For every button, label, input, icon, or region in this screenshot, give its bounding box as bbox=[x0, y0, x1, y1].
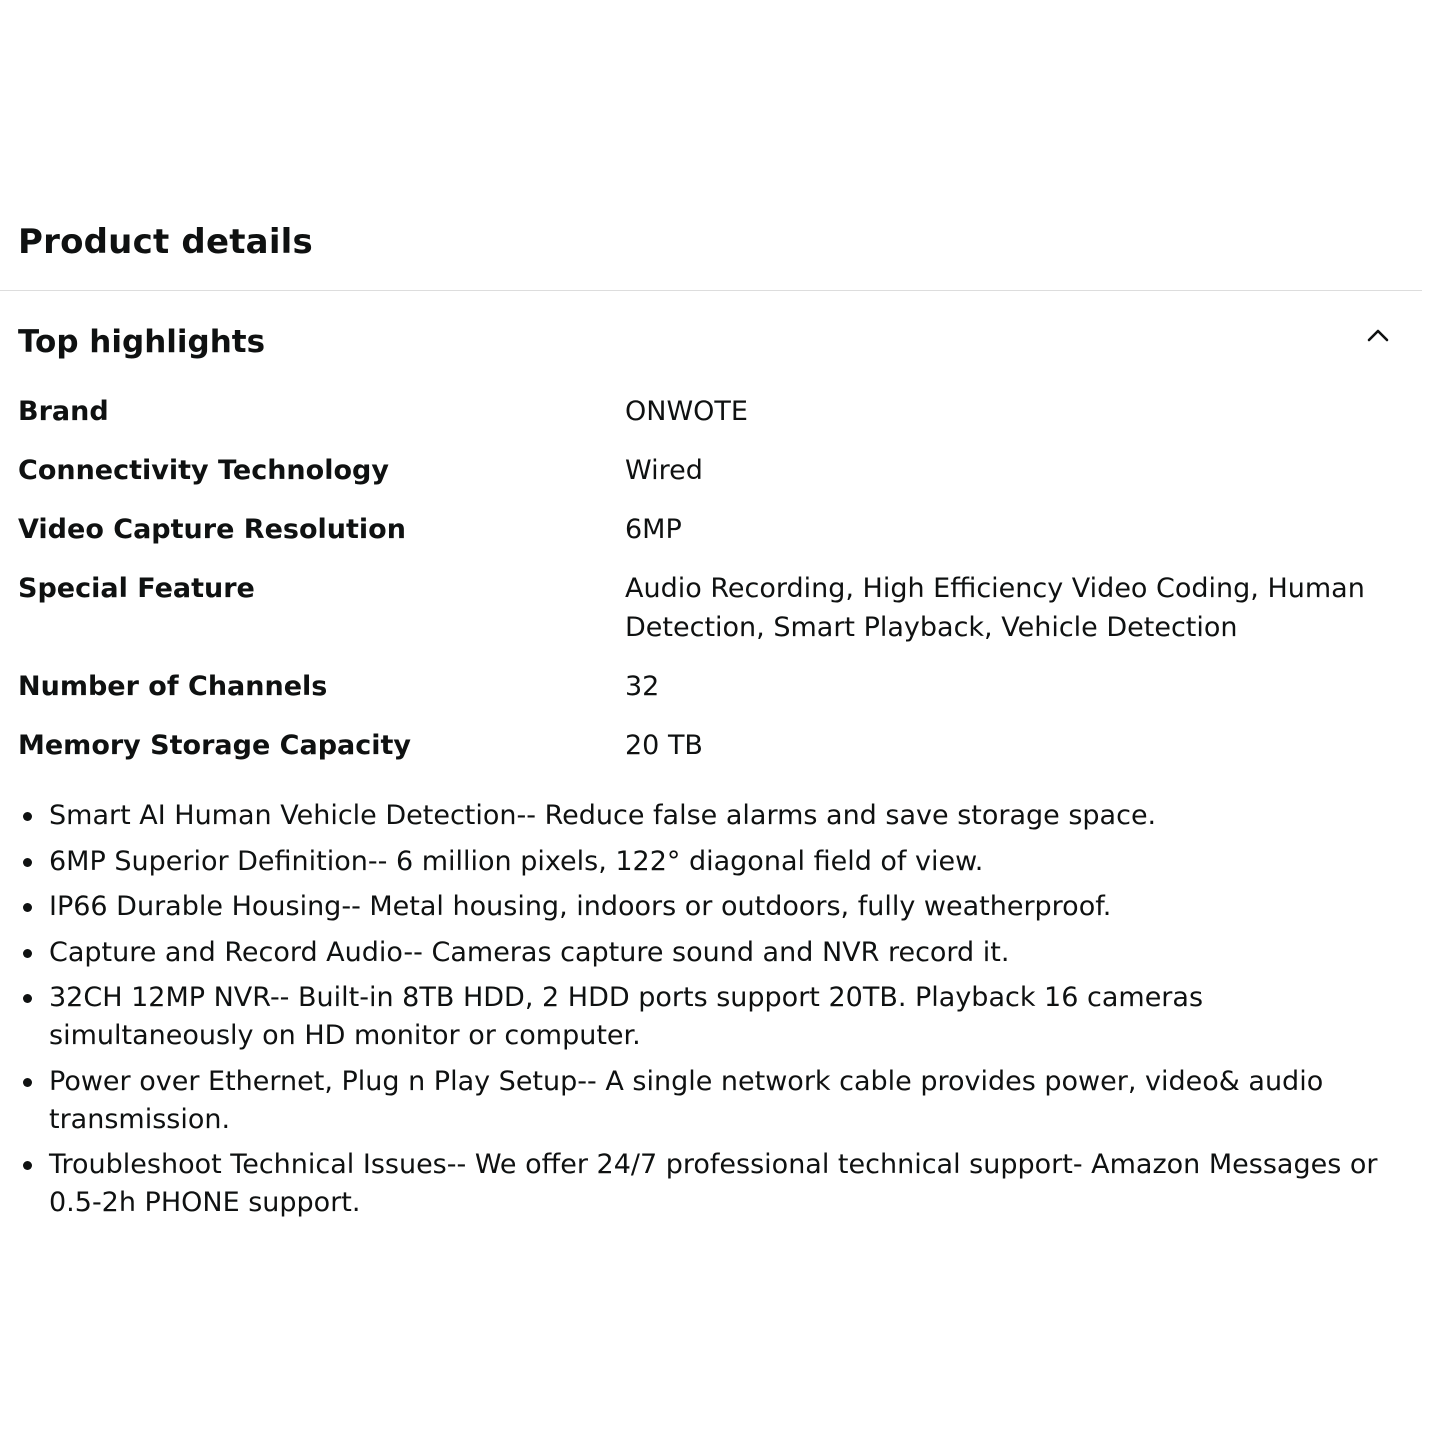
list-item bbox=[18, 888, 1403, 926]
spec-value: ONWOTE bbox=[625, 396, 748, 427]
spec-row-resolution bbox=[18, 510, 1398, 549]
list-item bbox=[18, 797, 1403, 835]
spec-table bbox=[18, 392, 1398, 785]
spec-label: Memory Storage Capacity bbox=[18, 730, 412, 761]
spec-row-brand bbox=[18, 392, 1398, 431]
collapse-toggle-button[interactable] bbox=[1358, 318, 1398, 358]
spec-row-connectivity bbox=[18, 451, 1398, 490]
spec-value: 6MP bbox=[625, 514, 682, 545]
bullet-text: Troubleshoot Technical Issues-- We offer 24/7 professional technical support- Amazon Messages or 0.5-2h PHONE support. bbox=[49, 1149, 1378, 1218]
top-highlights-header[interactable] bbox=[18, 318, 1398, 366]
list-item bbox=[18, 979, 1403, 1055]
spec-value: 32 bbox=[625, 671, 660, 702]
spec-value: 20 TB bbox=[625, 730, 703, 761]
spec-label: Number of Channels bbox=[18, 671, 328, 702]
spec-label: Video Capture Resolution bbox=[18, 514, 406, 545]
spec-row-special-feature bbox=[18, 569, 1398, 647]
spec-row-storage bbox=[18, 726, 1398, 765]
bullet-text: Capture and Record Audio-- Cameras capture sound and NVR record it. bbox=[49, 936, 1010, 968]
spec-label: Special Feature bbox=[18, 573, 255, 604]
chevron-up-icon bbox=[1366, 324, 1390, 348]
bullet-text: Power over Ethernet, Plug n Play Setup-- A single network cable provides power, video& audio transmission. bbox=[49, 1065, 1324, 1135]
list-item bbox=[18, 1146, 1403, 1222]
bullet-dot-icon bbox=[23, 1078, 32, 1087]
list-item bbox=[18, 1063, 1403, 1139]
bullet-dot-icon bbox=[23, 858, 32, 867]
spec-row-channels bbox=[18, 667, 1398, 706]
list-item bbox=[18, 934, 1403, 972]
bullet-text: IP66 Durable Housing-- Metal housing, indoors or outdoors, fully weatherproof. bbox=[49, 891, 1112, 922]
spec-label: Connectivity Technology bbox=[18, 455, 389, 486]
bullet-text: 32CH 12MP NVR-- Built-in 8TB HDD, 2 HDD ports support 20TB. Playback 16 cameras simultaneously on HD monitor or computer. bbox=[49, 982, 1204, 1051]
bullet-text: Smart AI Human Vehicle Detection-- Reduce false alarms and save storage space. bbox=[49, 800, 1157, 831]
bullet-dot-icon bbox=[23, 903, 32, 912]
top-highlights-title: Top highlights bbox=[18, 324, 266, 360]
page-title: Product details bbox=[18, 222, 313, 262]
bullet-text: 6MP Superior Definition-- 6 million pixels, 122° diagonal field of view. bbox=[49, 845, 984, 877]
spec-label: Brand bbox=[18, 396, 109, 427]
feature-bullet-list bbox=[18, 797, 1403, 1230]
bullet-dot-icon bbox=[23, 1161, 32, 1170]
bullet-dot-icon bbox=[23, 994, 32, 1003]
spec-value: Audio Recording, High Efficiency Video Coding, Human Detection, Smart Playback, Vehicle Detection bbox=[625, 573, 1365, 643]
spec-value: Wired bbox=[625, 455, 703, 486]
section-divider bbox=[0, 290, 1422, 291]
list-item bbox=[18, 843, 1403, 881]
bullet-dot-icon bbox=[23, 949, 32, 958]
bullet-dot-icon bbox=[23, 812, 32, 821]
